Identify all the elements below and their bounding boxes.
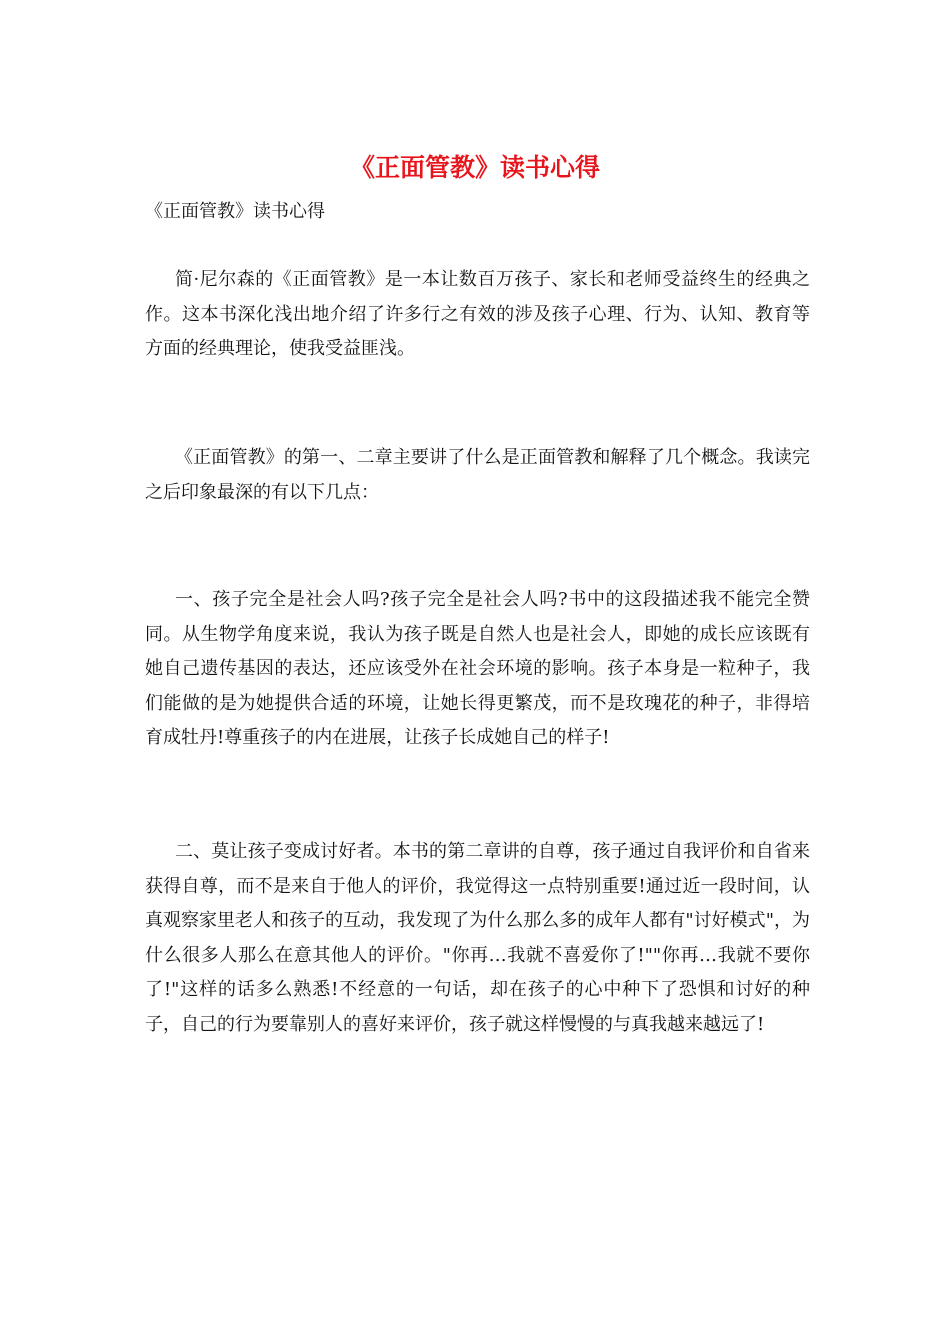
document-subtitle: 《正面管教》读书心得	[145, 201, 325, 222]
paragraph-point-two: 二、莫让孩子变成讨好者。本书的第二章讲的自尊，孩子通过自我评价和自省来获得自尊，而不是来自于他人的评价，我觉得这一点特别重要!通过近一段时间，认真观察家里老人和孩子的互动，我发现了为什么那么多的成年人都有"讨好模式"，为什么很多人那么在意其他人的评价。"你再…我就不喜爱你了!""你再…我就不要你了!"这样的话多么熟悉!不经意的一句话，却在孩子的心中种下了恐惧和讨好的种子，自己的行为要靠别人的喜好来评价，孩子就这样慢慢的与真我越来越远了!	[145, 841, 810, 1035]
paragraph-intro: 简·尼尔森的《正面管教》是一本让数百万孩子、家长和老师受益终生的经典之作。这本书深化浅出地介绍了许多行之有效的涉及孩子心理、行为、认知、教育等方面的经典理论，使我受益匪浅。	[145, 269, 810, 359]
document-title: 《正面管教》读书心得	[349, 153, 600, 182]
paragraph-overview: 《正面管教》的第一、二章主要讲了什么是正面管教和解释了几个概念。我读完之后印象最深的有以下几点：	[145, 447, 810, 503]
paragraph-point-one: 一、孩子完全是社会人吗?孩子完全是社会人吗?书中的这段描述我不能完全赞同。从生物学角度来说，我认为孩子既是自然人也是社会人，即她的成长应该既有她自己遗传基因的表达，还应该受外在社会环境的影响。孩子本身是一粒种子，我们能做的是为她提供合适的环境，让她长得更繁茂，而不是玫瑰花的种子，非得培育成牡丹!尊重孩子的内在进展，让孩子长成她自己的样子!	[145, 589, 810, 748]
